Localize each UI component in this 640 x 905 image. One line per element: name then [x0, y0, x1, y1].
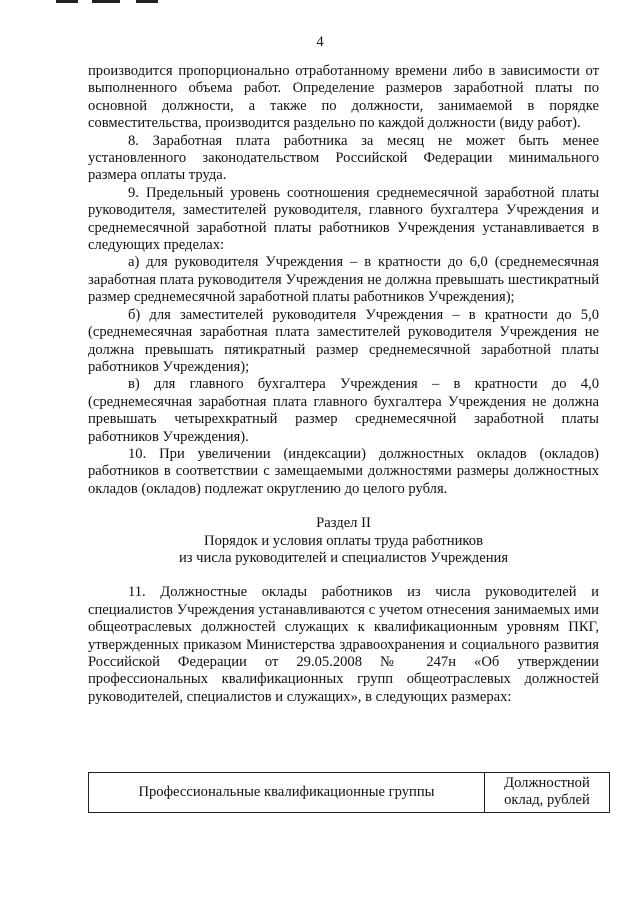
paragraph-11: 11. Должностные оклады работников из числа руководителей и специалистов Учреждения устанавливаются с учетом отнесения занимаемых ими общеотраслевых должностей служащих к квалификационным уровням ПКГ, утвержденных приказом Министерства здравоохранения и социального развития Российской Федерации от 29.05.2008 № 247н «Об утверждении профессиональных квалификационных групп общеотраслевых должностей руководителей, специалистов и служащих», в следующих размерах:	[88, 584, 599, 705]
table-header-row	[89, 773, 610, 813]
scan-marks	[56, 0, 176, 4]
salary-table	[88, 772, 610, 813]
paragraph-8: 8. Заработная плата работника за месяц не может быть менее установленного законодательством Российской Федерации минимального размера оплаты труда.	[88, 132, 599, 184]
paragraph-9: 9. Предельный уровень соотношения среднемесячной заработной платы руководителя, заместителей руководителя, главного бухгалтера Учреждения и среднемесячной заработной платы работников Учреждения устанавливается в следующих пределах:	[88, 184, 599, 254]
section-title-line-2: из числа руководителей и специалистов Учреждения	[178, 549, 509, 566]
document-body	[88, 63, 599, 706]
paragraph-10: 10. При увеличении (индексации) должностных окладов (окладов) работников в соответствии с замещаемыми должностями размеры должностных окладов (окладов) подлежат округлению до целого рубля.	[88, 445, 599, 497]
table-header-salary: Должностной оклад, рублей	[484, 773, 609, 813]
paragraph-9a: а) для руководителя Учреждения – в кратности до 6,0 (среднемесячная заработная плата руководителя Учреждения не должна превышать шестикратный размер среднемесячной заработной платы работников Учреждения);	[88, 254, 599, 306]
section-heading: Раздел II	[316, 515, 371, 532]
paragraph-continuation: производится пропорционально отработанному времени либо в зависимости от выполненного объема работ. Определение размеров заработной платы по основной должности, а также по должности, занимаемой в порядке совместительства, производится раздельно по каждой должности (виду работ).	[88, 63, 599, 132]
paragraph-9b: б) для заместителей руководителя Учреждения – в кратности до 5,0 (среднемесячная заработная плата заместителей руководителя Учреждения не должна превышать пятикратный размер среднемесячной заработной платы работников Учреждения);	[88, 306, 599, 375]
page-number: 4	[316, 34, 324, 50]
section-title-line-1: Порядок и условия оплаты труда работников	[204, 532, 483, 549]
paragraph-9v: в) для главного бухгалтера Учреждения – в кратности до 4,0 (среднемесячная заработная плата главного бухгалтера Учреждения не должна превышать четырехкратный размер среднемесячной заработной платы работников Учреждения).	[88, 376, 599, 445]
table-header-groups: Профессиональные квалификационные группы	[89, 773, 485, 813]
